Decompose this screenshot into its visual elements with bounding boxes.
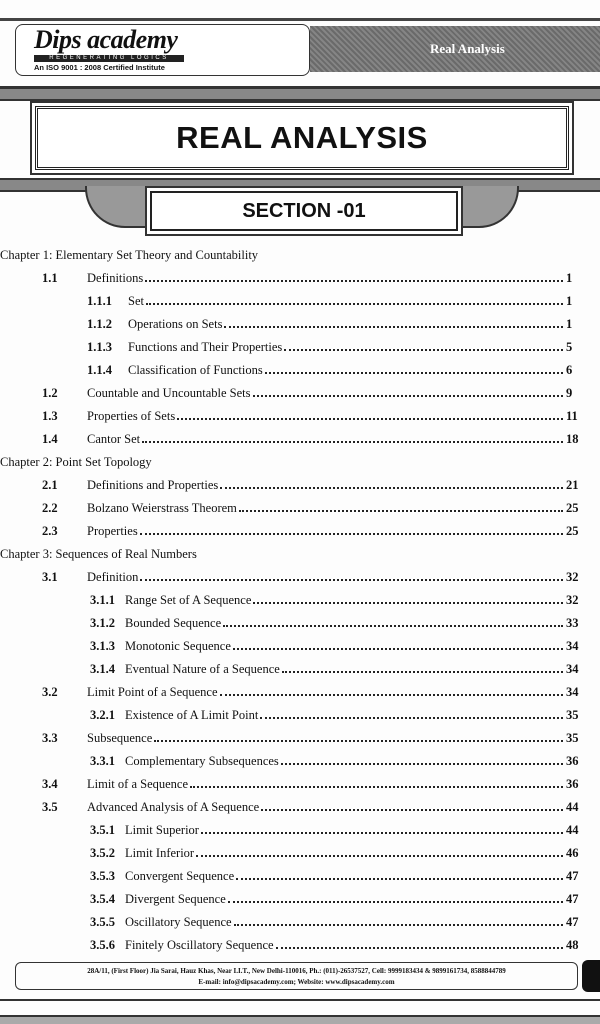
entry-line: [87, 407, 590, 425]
section-title: SECTION -01: [242, 200, 366, 222]
entry-number: 3.1.1: [90, 593, 115, 607]
entry-page: 44: [566, 800, 579, 814]
entry-line: [125, 706, 590, 724]
entry-line: [125, 591, 590, 609]
entry-page: 9: [566, 386, 573, 400]
toc-entry: [0, 384, 600, 402]
toc-chapter: [0, 246, 600, 264]
leader-dots: [234, 913, 563, 926]
entry-number: 1.4: [42, 432, 58, 446]
entry-number: 1.1.4: [87, 363, 112, 377]
entry-title: Range Set of A Sequence: [125, 593, 252, 607]
toc-entry: [0, 821, 600, 839]
entry-line: [125, 844, 590, 862]
footer-contact: E-mail: info@dipsacademy.com; Website: www.dipsacademy.com: [198, 978, 395, 986]
toc-entry: [0, 844, 600, 862]
entry-page: 25: [566, 501, 579, 515]
toc-entry: [0, 683, 600, 701]
entry-page: 33: [566, 616, 579, 630]
entry-page: 34: [566, 685, 579, 699]
entry-number: 1.1.1: [87, 294, 112, 308]
toc-entry: [0, 522, 600, 540]
entry-page: 48: [566, 938, 579, 952]
leader-dots: [177, 407, 563, 420]
section-box: [150, 191, 458, 231]
entry-title: Bounded Sequence: [125, 616, 222, 630]
leader-dots: [146, 292, 563, 305]
chapter-title: Chapter 2: Point Set Topology: [0, 455, 152, 469]
entry-line: [128, 315, 590, 333]
entry-title: Operations on Sets: [128, 317, 223, 331]
leader-dots: [239, 499, 563, 512]
toc-entry: [0, 292, 600, 310]
entry-number: 3.1.2: [90, 616, 115, 630]
toc-entry: [0, 867, 600, 885]
toc-entry: [0, 913, 600, 931]
entry-line: [128, 361, 590, 379]
leader-dots: [154, 729, 563, 742]
leader-dots: [220, 476, 563, 489]
leader-dots: [284, 338, 563, 351]
toc-entry: [0, 637, 600, 655]
entry-page: 47: [566, 915, 579, 929]
entry-number: 3.5.5: [90, 915, 115, 929]
entry-line: [87, 683, 590, 701]
leader-dots: [224, 315, 563, 328]
entry-page: 35: [566, 731, 579, 745]
entry-page: 36: [566, 777, 579, 791]
entry-title: Divergent Sequence: [125, 892, 226, 906]
entry-number: 3.2: [42, 685, 58, 699]
toc-entry: [0, 706, 600, 724]
entry-title: Convergent Sequence: [125, 869, 235, 883]
entry-page: 35: [566, 708, 579, 722]
toc-entry: [0, 752, 600, 770]
entry-number: 3.5.4: [90, 892, 115, 906]
entry-number: 3.5.1: [90, 823, 115, 837]
entry-line: [87, 269, 590, 287]
entry-number: 1.1.3: [87, 340, 112, 354]
leader-dots: [140, 568, 563, 581]
entry-line: [125, 867, 590, 885]
entry-title: Countable and Uncountable Sets: [87, 386, 251, 400]
toc-entry: [0, 476, 600, 494]
entry-title: Set: [128, 294, 144, 308]
top-rule: [0, 18, 600, 21]
leader-dots: [281, 752, 563, 765]
entry-line: [87, 798, 590, 816]
entry-page: 21: [566, 478, 579, 492]
toc-entry: [0, 660, 600, 678]
leader-dots: [236, 867, 563, 880]
toc-entry: [0, 890, 600, 908]
entry-number: 3.3: [42, 731, 58, 745]
entry-number: 2.2: [42, 501, 58, 515]
header-band: [310, 26, 600, 72]
entry-number: 3.4: [42, 777, 58, 791]
entry-line: [87, 568, 590, 586]
entry-line: [87, 729, 590, 747]
entry-number: 1.1.2: [87, 317, 112, 331]
leader-dots: [220, 683, 563, 696]
entry-title: Properties of Sets: [87, 409, 176, 423]
leader-dots: [260, 706, 563, 719]
leader-dots: [223, 614, 563, 627]
entry-title: Oscillatory Sequence: [125, 915, 232, 929]
entry-page: 1: [566, 317, 573, 331]
entry-number: 3.1.3: [90, 639, 115, 653]
toc-entry: [0, 936, 600, 954]
leader-dots: [265, 361, 563, 374]
logo-certification: An ISO 9001 : 2008 Certified Institute: [34, 63, 165, 72]
toc-chapter: [0, 453, 600, 471]
entry-number: 3.3.1: [90, 754, 115, 768]
logo: [15, 24, 310, 76]
toc-entry: [0, 315, 600, 333]
entry-title: Complementary Subsequences: [125, 754, 279, 768]
leader-dots: [228, 890, 563, 903]
entry-number: 3.2.1: [90, 708, 115, 722]
entry-title: Properties: [87, 524, 138, 538]
leader-dots: [253, 384, 563, 397]
toc-entry: [0, 338, 600, 356]
entry-page: 46: [566, 846, 579, 860]
entry-page: 34: [566, 639, 579, 653]
leader-dots: [233, 637, 563, 650]
chapter-title: Chapter 1: Elementary Set Theory and Countability: [0, 248, 259, 262]
entry-number: 2.1: [42, 478, 58, 492]
entry-title: Definitions and Properties: [87, 478, 219, 492]
footer: [15, 962, 578, 990]
entry-title: Existence of A Limit Point: [125, 708, 259, 722]
entry-title: Monotonic Sequence: [125, 639, 231, 653]
entry-line: [87, 384, 590, 402]
leader-dots: [253, 591, 563, 604]
toc-entry: [0, 269, 600, 287]
entry-title: Eventual Nature of a Sequence: [125, 662, 280, 676]
entry-line: [125, 821, 590, 839]
entry-title: Limit Superior: [125, 823, 199, 837]
entry-line: [87, 476, 590, 494]
leader-dots: [142, 430, 563, 443]
leader-dots: [145, 269, 563, 282]
entry-number: 3.1.4: [90, 662, 115, 676]
toc-entry: [0, 591, 600, 609]
leader-dots: [276, 936, 563, 949]
page-tab: [582, 960, 600, 992]
leader-dots: [190, 775, 563, 788]
entry-title: Subsequence: [87, 731, 153, 745]
toc-entry: [0, 798, 600, 816]
entry-title: Advanced Analysis of A Sequence: [87, 800, 260, 814]
toc-entry: [0, 775, 600, 793]
entry-title: Classification of Functions: [128, 363, 263, 377]
toc-entry: [0, 430, 600, 448]
entry-page: 18: [566, 432, 579, 446]
leader-dots: [201, 821, 563, 834]
entry-line: [125, 637, 590, 655]
entry-line: [128, 292, 590, 310]
logo-tagline: REGENERATING LOGICS: [34, 55, 184, 62]
leader-dots: [140, 522, 563, 535]
entry-number: 3.1: [42, 570, 58, 584]
header-subject: Real Analysis: [430, 41, 505, 56]
entry-page: 6: [566, 363, 573, 377]
bottom-rule: [0, 999, 600, 1001]
toc-entry: [0, 729, 600, 747]
entry-page: 47: [566, 869, 579, 883]
toc-entry: [0, 614, 600, 632]
entry-line: [87, 499, 590, 517]
entry-title: Definitions: [87, 271, 144, 285]
leader-dots: [261, 798, 563, 811]
entry-line: [87, 522, 590, 540]
title-box: [35, 106, 569, 170]
entry-number: 3.5: [42, 800, 58, 814]
entry-line: [87, 430, 590, 448]
entry-line: [125, 936, 590, 954]
entry-line: [128, 338, 590, 356]
entry-page: 32: [566, 570, 579, 584]
leader-dots: [196, 844, 563, 857]
toc-entry: [0, 361, 600, 379]
entry-line: [87, 775, 590, 793]
entry-line: [125, 752, 590, 770]
entry-number: 3.5.3: [90, 869, 115, 883]
entry-number: 1.3: [42, 409, 58, 423]
entry-page: 1: [566, 271, 573, 285]
toc-entry: [0, 568, 600, 586]
entry-page: 32: [566, 593, 579, 607]
entry-page: 36: [566, 754, 579, 768]
entry-page: 5: [566, 340, 573, 354]
entry-page: 25: [566, 524, 579, 538]
logo-text: Dips academy: [34, 25, 178, 54]
divider-band: [0, 86, 600, 101]
entry-title: Definition: [87, 570, 139, 584]
entry-title: Functions and Their Properties: [128, 340, 283, 354]
toc-entry: [0, 499, 600, 517]
entry-number: 3.5.6: [90, 938, 115, 952]
entry-number: 1.2: [42, 386, 58, 400]
page-title: REAL ANALYSIS: [176, 120, 428, 155]
toc-chapter: [0, 545, 600, 563]
leader-dots: [282, 660, 563, 673]
chapter-title: Chapter 3: Sequences of Real Numbers: [0, 547, 197, 561]
bottom-band: [0, 1015, 600, 1024]
entry-title: Cantor Set: [87, 432, 141, 446]
entry-page: 47: [566, 892, 579, 906]
entry-title: Limit Inferior: [125, 846, 195, 860]
entry-line: [125, 890, 590, 908]
entry-line: [125, 614, 590, 632]
entry-title: Limit of a Sequence: [87, 777, 189, 791]
entry-page: 34: [566, 662, 579, 676]
entry-number: 1.1: [42, 271, 58, 285]
entry-page: 44: [566, 823, 579, 837]
entry-number: 2.3: [42, 524, 58, 538]
entry-line: [125, 913, 590, 931]
entry-number: 3.5.2: [90, 846, 115, 860]
entry-title: Limit Point of a Sequence: [87, 685, 218, 699]
entry-page: 11: [566, 409, 578, 423]
entry-title: Bolzano Weierstrass Theorem: [87, 501, 237, 515]
entry-line: [125, 660, 590, 678]
entry-title: Finitely Oscillatory Sequence: [125, 938, 274, 952]
entry-page: 1: [566, 294, 573, 308]
footer-address: 28A/11, (First Floor) Jia Sarai, Hauz Khas, Near I.I.T., New Delhi-110016, Ph.: (011)-26537527, Cell: 9999183434 & 9899161734, 8588844789: [87, 967, 506, 975]
toc-entry: [0, 407, 600, 425]
